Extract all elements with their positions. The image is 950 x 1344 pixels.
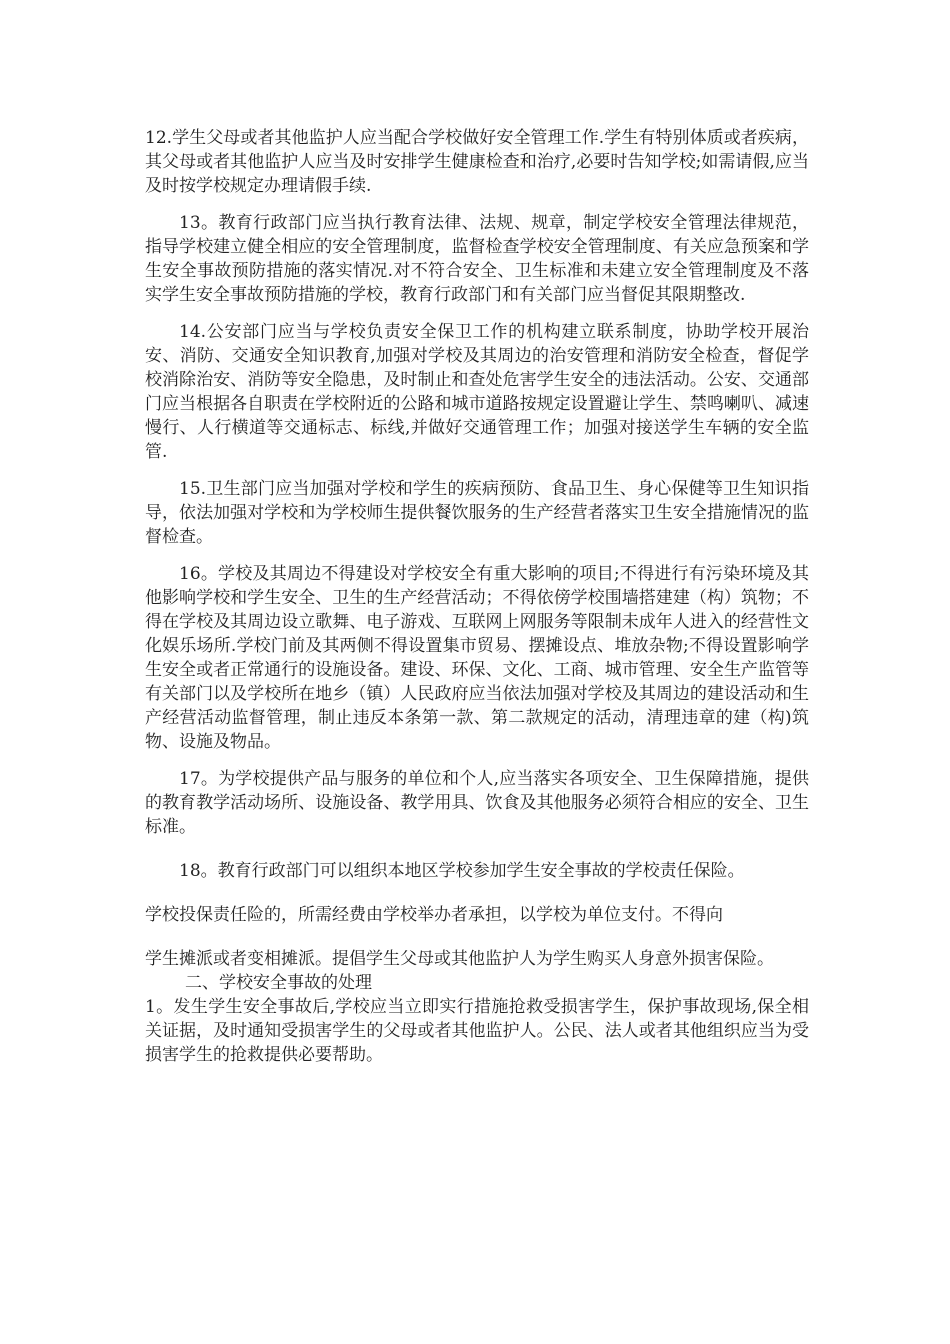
paragraph-18-continuation-line1: 学校投保责任险的，所需经费由学校举办者承担，以学校为单位支付。不得向: [145, 905, 723, 925]
section2-paragraph-1: 1。发生学生安全事故后,学校应当立即实行措施抢救受损害学生，保护事故现场,保全相关证据，及时通知受损害学生的父母或者其他监护人。公民、法人或者其他组织应当为受损害学生的抢救提供必要帮助。: [145, 997, 809, 1065]
paragraph-16: 16。学校及其周边不得建设对学校安全有重大影响的项目;不得进行有污染环境及其他影响学校和学生安全、卫生的生产经营活动；不得依傍学校围墙搭建建（构）筑物；不得在学校及其周边设立歌舞、电子游戏、互联网上网服务等限制未成年人进入的经营性文化娱乐场所.学校门前及其两侧不得设置集市贸易、摆摊设点、堆放杂物;不得设置影响学生安全或者正常通行的设施设备。建设、环保、文化、工商、城市管理、安全生产监管等有关部门以及学校所在地乡（镇）人民政府应当依法加强对学校及其周边的建设活动和生产经营活动监督管理，制止违反本条第一款、第二款规定的活动，清理违章的建（构)筑物、设施及物品。: [145, 564, 809, 752]
paragraph-13: 13。教育行政部门应当执行教育法律、法规、规章，制定学校安全管理法律规范，指导学校建立健全相应的安全管理制度，监督检查学校安全管理制度、有关应急预案和学生安全事故预防措施的落实情况.对不符合安全、卫生标准和未建立安全管理制度及不落实学生安全事故预防措施的学校，教育行政部门和有关部门应当督促其限期整改.: [145, 213, 809, 305]
paragraph-17: 17。为学校提供产品与服务的单位和个人,应当落实各项安全、卫生保障措施，提供的教育教学活动场所、设施设备、教学用具、饮食及其他服务必须符合相应的安全、卫生标准。: [145, 769, 809, 837]
paragraph-14: 14.公安部门应当与学校负责安全保卫工作的机构建立联系制度，协助学校开展治安、消防、交通安全知识教育,加强对学校及其周边的治安管理和消防安全检查，督促学校消除治安、消防等安全隐患，及时制止和查处危害学生安全的违法活动。公安、交通部门应当根据各自职责在学校附近的公路和城市道路按规定设置避让学生、禁鸣喇叭、减速慢行、人行横道等交通标志、标线,并做好交通管理工作；加强对接送学生车辆的安全监管.: [145, 322, 809, 462]
paragraph-18-continuation-line2: 学生摊派或者变相摊派。提倡学生父母或其他监护人为学生购买人身意外损害保险。: [145, 949, 774, 969]
section-heading: 二、学校安全事故的处理: [185, 973, 372, 993]
paragraph-12: 12.学生父母或者其他监护人应当配合学校做好安全管理工作.学生有特别体质或者疾病，其父母或者其他监护人应当及时安排学生健康检查和治疗,必要时告知学校;如需请假,应当及时按学校规定办理请假手续.: [145, 128, 809, 196]
document-page: [145, 126, 809, 1067]
paragraph-15: 15.卫生部门应当加强对学校和学生的疾病预防、食品卫生、身心保健等卫生知识指导，依法加强对学校和为学校师生提供餐饮服务的生产经营者落实卫生安全措施情况的监督检查。: [145, 479, 809, 547]
paragraph-18: 18。教育行政部门可以组织本地区学校参加学生安全事故的学校责任保险。: [179, 861, 745, 881]
